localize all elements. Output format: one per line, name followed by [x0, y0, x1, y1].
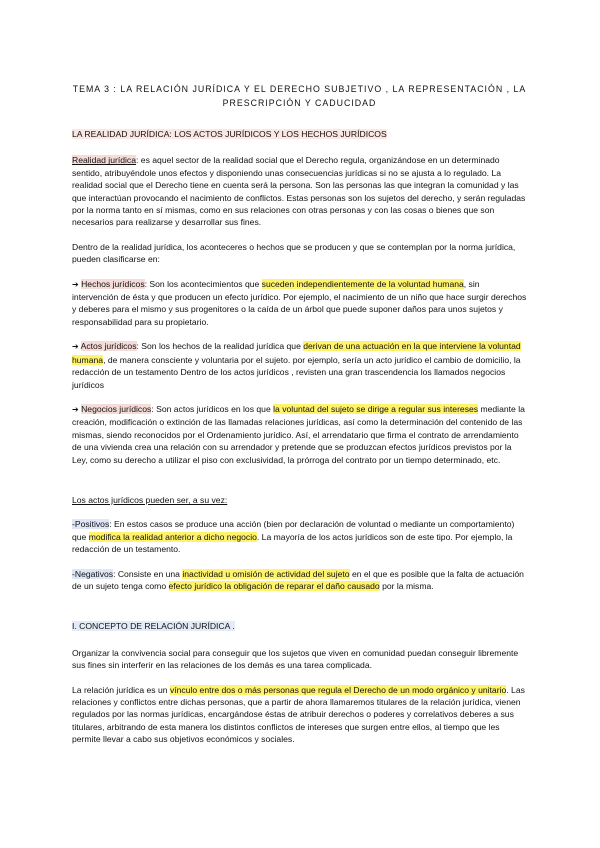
subheading-actos-pueden-ser: Los actos jurídicos pueden ser, a su vez:: [72, 494, 228, 505]
highlight-text: modifica la realidad anterior a dicho negocio: [88, 531, 257, 542]
paragraph-negocios-juridicos: [72, 403, 527, 466]
paragraph-clasificacion: Dentro de la realidad jurídica, los aconteceres o hechos que se producen y que se contemplan por la norma jurídica, pueden clasificarse en:: [72, 241, 516, 265]
paragraph-organizar: Organizar la convivencia social para conseguir que los sujetos que viven en comunidad puedan conseguir libremente sus fines sin interferir en las relaciones de los demás es una tarea complicada.: [72, 647, 519, 671]
paragraph-text: : Son los hechos de la realidad jurídica que: [136, 341, 304, 352]
paragraph-actos-juridicos: [72, 340, 527, 391]
term-realidad-juridica: Realidad jurídica: [72, 155, 137, 166]
paragraph-text: en el que es posible que la falta de actuación de un sujeto tenga como: [72, 568, 524, 591]
paragraph-positivos: [72, 518, 527, 555]
page-title: [72, 82, 527, 110]
paragraph-text: mediante la creación, modificación o extinción de las llamadas relaciones jurídicas, así como la determinación del contenido de las mismas, siendo reconocidos por el Ordenamiento jurídico. Así, el arrendatario que firma el contrato de arrendamiento de una vivienda crea una relación con su arrendador y pretende que se produzcan efectos jurídicos previstos por la Ley, como su derecho a utilizar el piso con exclusividad, la prórroga del contrato por un tiempo determinado, etc.: [72, 403, 525, 465]
highlight-text: vínculo entre dos o más personas que regula el Derecho de un modo orgánico y unitario: [169, 684, 507, 695]
paragraph-text: : Son los acontecimientos que: [144, 278, 262, 289]
term-positivos: -Positivos: [72, 519, 110, 530]
paragraph-text: : Son actos jurídicos en los que: [151, 403, 274, 414]
paragraph-text: , de manera consciente y voluntaria por el sujeto. por ejemplo, sería un acto jurídico el cambio de domicilio, la redacción de un testamento Dentro de los actos jurídicos , revisten una gran trascendencia los llamados negocios jurídicos: [72, 354, 521, 390]
paragraph-negativos: [72, 568, 527, 593]
section-heading-concepto: [72, 620, 527, 632]
term-negativos: -Negativos: [72, 568, 114, 579]
arrow-icon: ➔: [72, 279, 79, 289]
paragraph-text: . La mayoría de los actos jurídicos son de este tipo. Por ejemplo, la redacción de un testamento.: [72, 531, 513, 555]
section-heading-realidad: [72, 128, 527, 140]
paragraph-text: : es aquel sector de la realidad social que el Derecho regula, organizándose en un determinado sentido, atribuyéndole unos efectos y disponiendo unas consecuencias jurídicas si no se ajusta a lo regulado. La realidad social que el Derecho tiene en cuenta será la persona. Son las personas las que integran la comunidad y las que interactúan provocando el nacimiento de conflictos. Estas personas son los sujetos del derecho, y serán reguladas por la norma tanto en sí mismas, como en sus relaciones con otras personas y con las cosas o bienes que son necesarios para realizarse y desarrollar sus fines.: [72, 155, 526, 228]
title-line-2: PRESCRIPCIÓN Y CADUCIDAD: [222, 98, 377, 108]
paragraph-text: La relación jurídica es un: [72, 684, 170, 695]
term-negocios-juridicos: Negocios jurídicos: [81, 403, 152, 414]
paragraph-text: . Las relaciones y conflictos entre dichas personas, que a partir de ahora llamaremos titulares de la relación jurídica, vienen regulados por las normas jurídicas, encargándose éstas de atribuir derechos o poderes y correlativos deberes a sus titulares, arbitrando de esta manera los distintos conflictos de intereses que surgen entre ellos, al tiempo que les permite llevar a cabo sus objetivos económicos y sociales.: [72, 684, 525, 745]
title-line-1: TEMA 3 : LA RELACIÓN JURÍDICA Y EL DERECHO SUBJETIVO , LA REPRESENTACIÓN , LA: [72, 84, 527, 94]
paragraph-text: por la misma.: [379, 580, 434, 591]
arrow-icon: ➔: [72, 342, 79, 352]
arrow-icon: ➔: [72, 404, 79, 414]
highlight-text: efecto jurídico la obligación de reparar el daño causado: [168, 580, 380, 591]
spacer: [72, 604, 527, 620]
highlight-text: la voluntad del sujeto se dirige a regular sus intereses: [273, 403, 479, 414]
paragraph-text: : Consiste en una: [113, 568, 183, 579]
section-heading-text: I. CONCEPTO DE RELACIÓN JURÍDICA .: [72, 621, 235, 632]
highlight-text: suceden independientemente de la voluntad humana: [261, 278, 464, 289]
paragraph-text: , sin intervención de ésta y que producen un efecto jurídico. Por ejemplo, el nacimiento de un niño que hace surgir derechos y deberes para el mismo y sus progenitores o la caída de un árbol que puede suponer daños para unos sujetos y responsabilidad para su propietario.: [72, 278, 527, 327]
highlight-text: derivan de una actuación en la que interviene la voluntad humana: [72, 341, 521, 365]
paragraph-relacion-juridica: [72, 684, 527, 746]
paragraph-text: : En estos casos se produce una acción (bien por declaración de voluntad o mediante un comportamiento) que: [72, 519, 515, 542]
highlight-text: inactividad u omisión de actividad del sujeto: [182, 568, 350, 579]
section-heading-text: LA REALIDAD JURÍDICA: LOS ACTOS JURÍDICOS Y LOS HECHOS JURÍDICOS: [72, 129, 387, 139]
paragraph-hechos-juridicos: [72, 278, 527, 329]
paragraph-realidad-juridica: [72, 154, 527, 228]
spacer: [72, 478, 527, 494]
document-body: [72, 82, 527, 758]
term-actos-juridicos: Actos jurídicos: [80, 341, 137, 352]
term-hechos-juridicos: Hechos jurídicos: [81, 278, 145, 289]
